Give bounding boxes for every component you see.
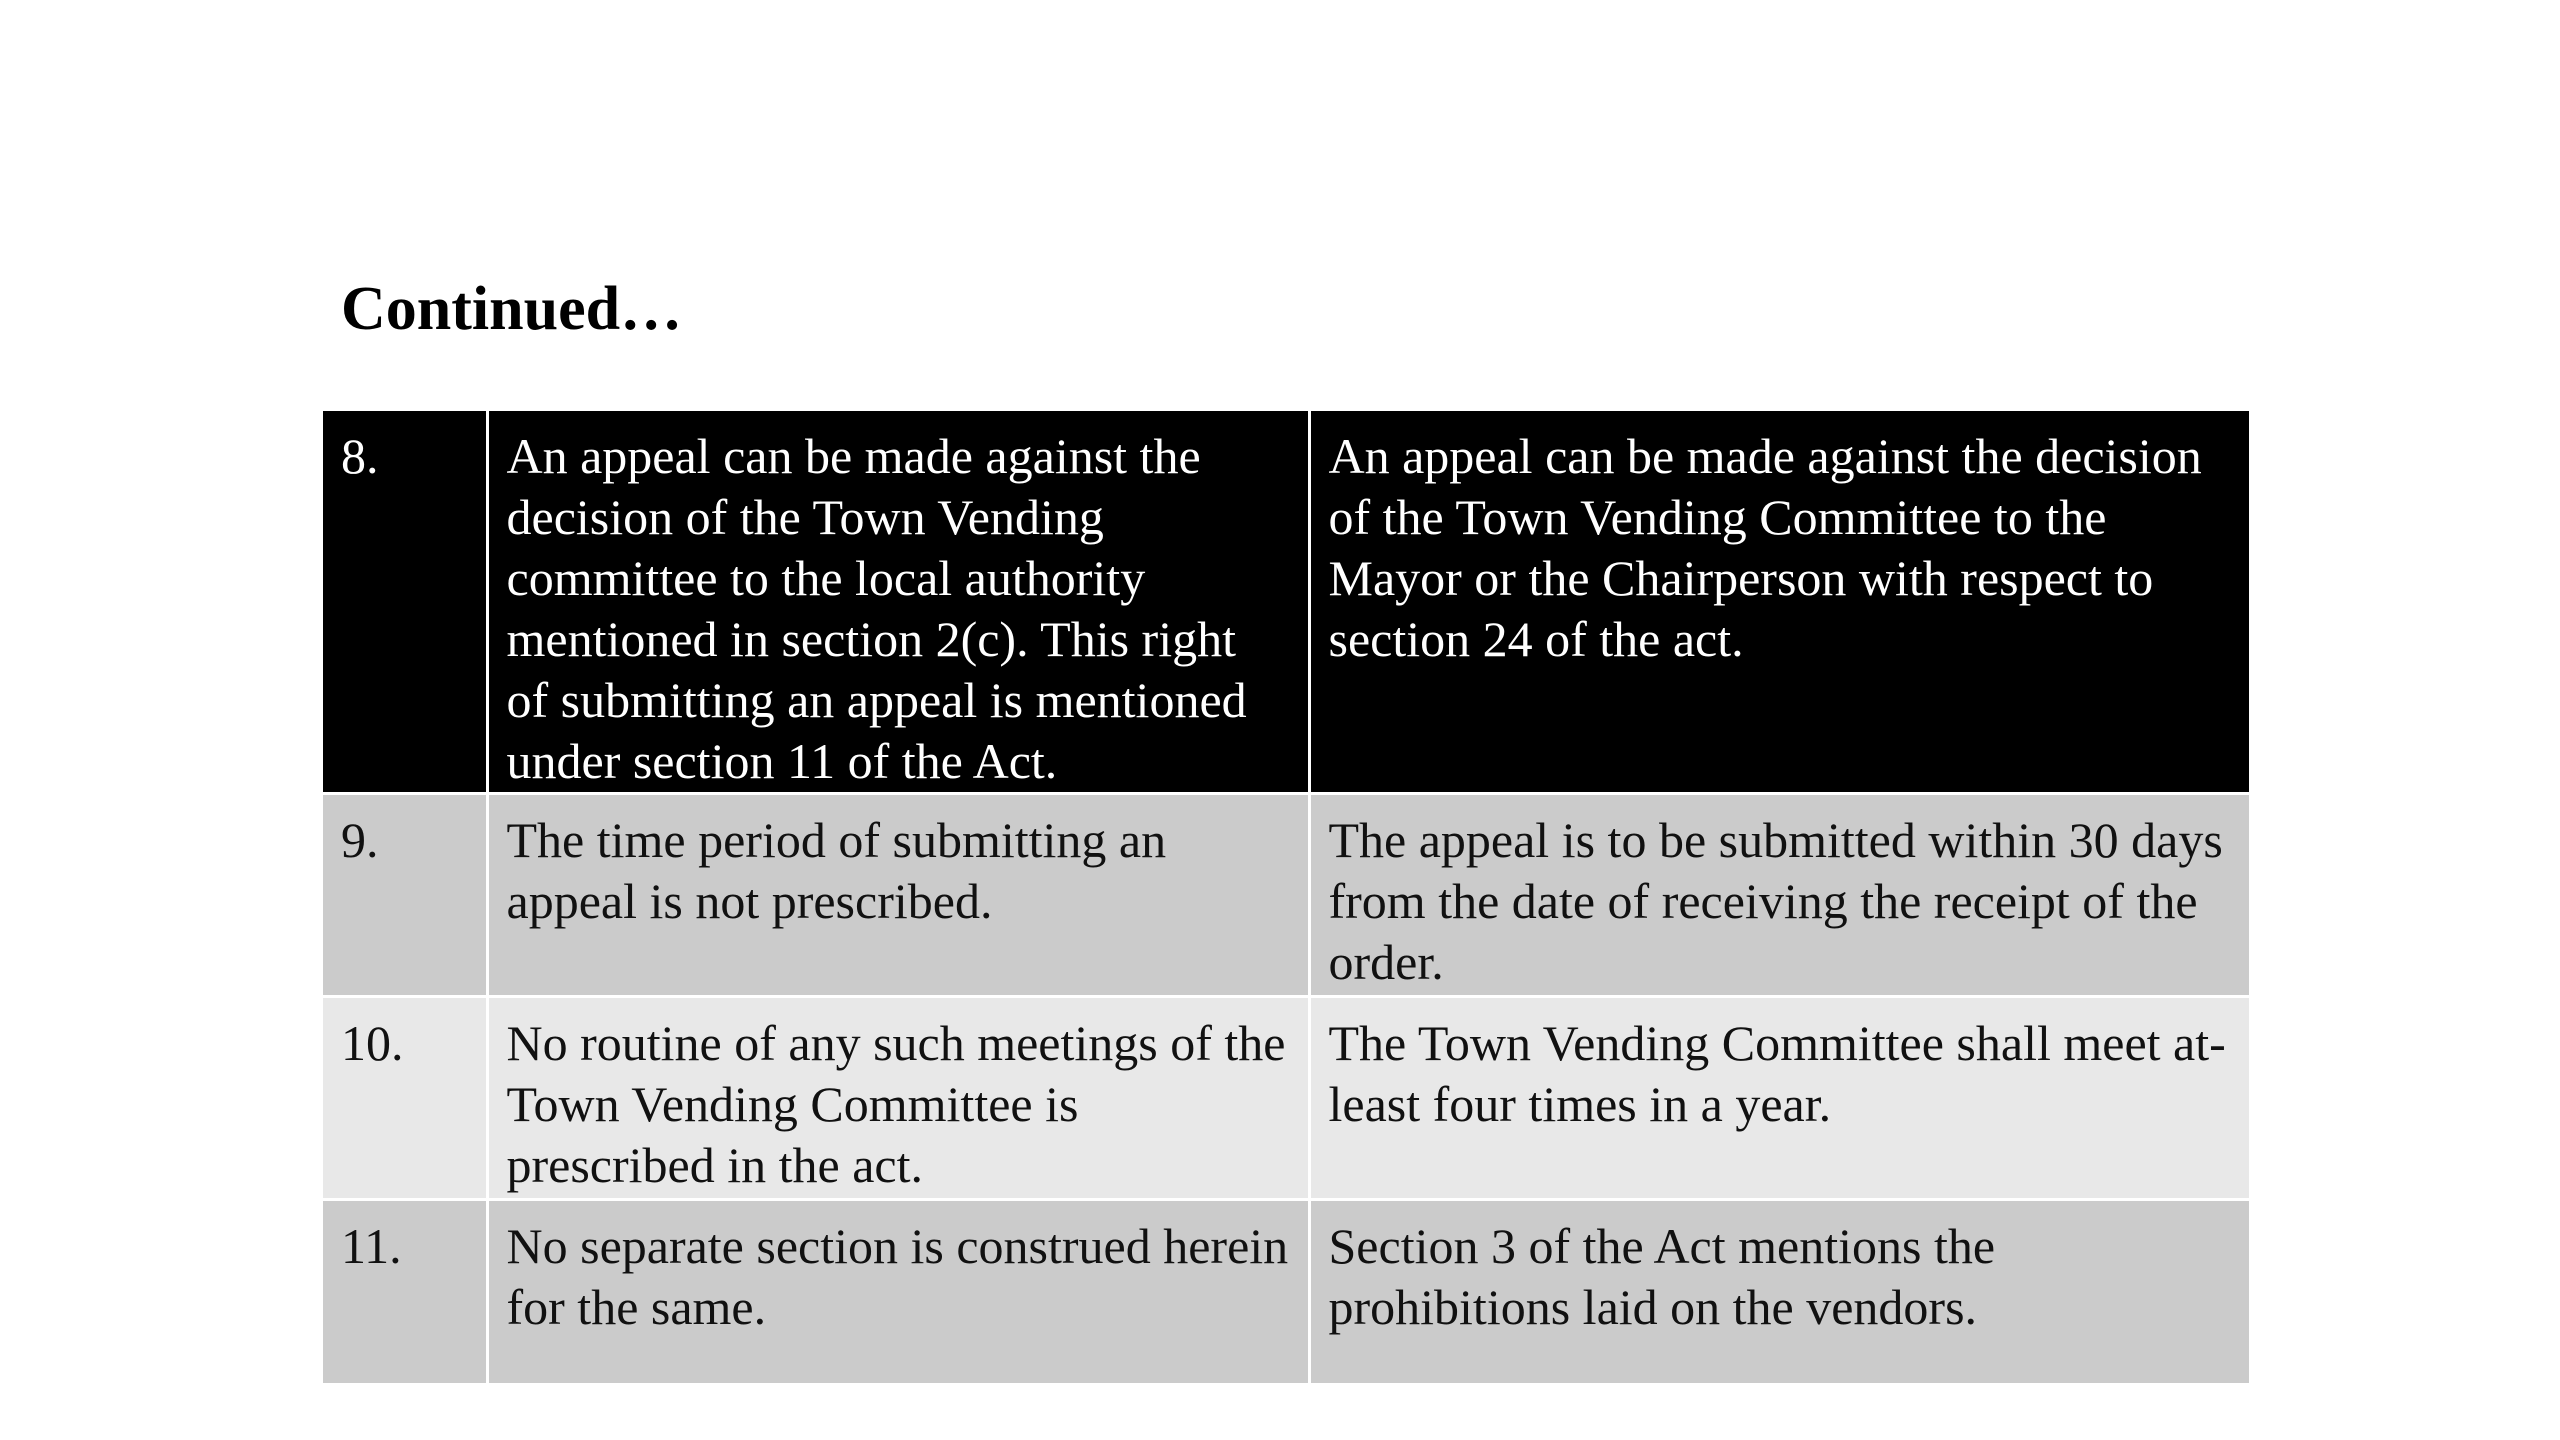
slide-title: Continued… [341,275,683,343]
row-number: 10. [323,997,487,1200]
table-cell-col-b: The Town Vending Committee shall meet at-least four times in a year. [1309,997,2249,1200]
table-row [323,997,2249,1200]
row-number: 9. [323,794,487,997]
table-cell-col-b: An appeal can be made against the decision of the Town Vending Committee to the Mayor or the Chairperson with respect to section 24 of the act. [1309,411,2249,794]
row-number: 11. [323,1200,487,1383]
table-cell-col-b: The appeal is to be submitted within 30 days from the date of receiving the receipt of the order. [1309,794,2249,997]
table-cell-col-a: No routine of any such meetings of the Town Vending Committee is prescribed in the act. [487,997,1309,1200]
table-row [323,1200,2249,1383]
comparison-table [323,411,2249,1383]
table-cell-col-b: Section 3 of the Act mentions the prohibitions laid on the vendors. [1309,1200,2249,1383]
table-row [323,411,2249,794]
table-cell-col-a: No separate section is construed herein for the same. [487,1200,1309,1383]
row-number: 8. [323,411,487,794]
table-cell-col-a: The time period of submitting an appeal is not prescribed. [487,794,1309,997]
table-row [323,794,2249,997]
table-cell-col-a: An appeal can be made against the decision of the Town Vending committee to the local authority mentioned in section 2(c). This right of submitting an appeal is mentioned under section 11 of the Act. [487,411,1309,794]
